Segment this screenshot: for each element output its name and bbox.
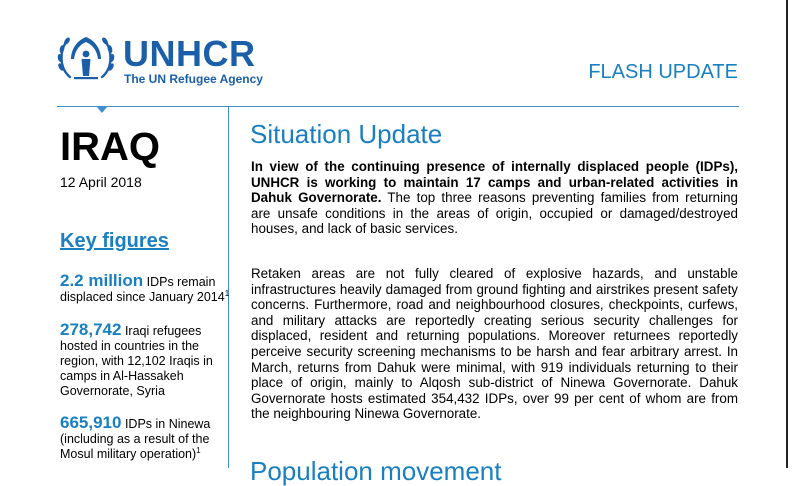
report-date: 12 April 2018	[60, 174, 142, 190]
footnote-ref: 1	[196, 445, 201, 455]
key-figure-text: IDPs remain displaced since January 2014	[60, 275, 225, 304]
footnote-ref: 1	[224, 288, 230, 298]
header-divider-notch	[97, 107, 107, 113]
unhcr-emblem-icon	[57, 33, 115, 83]
key-figure-number: 2.2 million	[60, 271, 144, 290]
unhcr-logo	[57, 33, 267, 86]
key-figure-idps	[60, 273, 230, 305]
flash-update-label: FLASH UPDATE	[588, 61, 738, 83]
header-divider	[57, 106, 739, 107]
intro-paragraph	[251, 159, 738, 237]
security-paragraph: Retaken areas are not fully cleared of explosive hazards, and unstable infrastructures heavily damaged from ground fighting and airstrikes present safety concerns. Furthermore, road and neighbourhood closures, checkpoints, curfews, and military attacks are reportedly creating serious security challenges for displaced, resident and returning populations. Moreover returnees reportedly perceive security screening mechanisms to be harsh and fear arbitrary arrest. In March, returns from Dahuk were minimal, with 919 individuals returning to their place of origin, mainly to Alqosh sub-district of Ninewa Governorate. Dahuk Governorate hosts estimated 354,432 IDPs, over 99 per cent of whom are from the neighbouring Ninewa Governorate.	[251, 266, 738, 422]
key-figure-number: 665,910	[60, 413, 122, 432]
page-edge	[786, 0, 788, 468]
key-figures-heading: Key figures	[60, 230, 169, 252]
country-title: IRAQ	[60, 125, 160, 169]
intro-lead-bold: In view of the continuing presence of internally displaced people (IDPs), UNHCR is working to maintain 17 camps and urban-related activities in Dahuk Governorate.	[251, 159, 738, 206]
key-figure-number: 278,742	[60, 320, 122, 339]
intro-continuation: The top three reasons preventing families from returning are unsafe conditions in the areas of origin, occupied or damaged/destroyed houses, and lack of basic services.	[251, 190, 738, 237]
key-figure-refugees	[60, 322, 230, 399]
section-title-situation-update: Situation Update	[250, 119, 443, 149]
key-figure-text: Iraqi refugees hosted in countries in the region, with 12,102 Iraqis in camps in Al-Hassakeh Governorate, Syria	[60, 324, 213, 398]
section-title-population-movement: Population movement	[250, 456, 502, 486]
logo-tagline: The UN Refugee Agency	[124, 72, 263, 86]
key-figure-ninewa	[60, 415, 230, 462]
logo-wordmark: UNHCR	[123, 33, 256, 74]
key-figure-text: IDPs in Ninewa (including as a result of the Mosul military operation)	[60, 417, 211, 461]
